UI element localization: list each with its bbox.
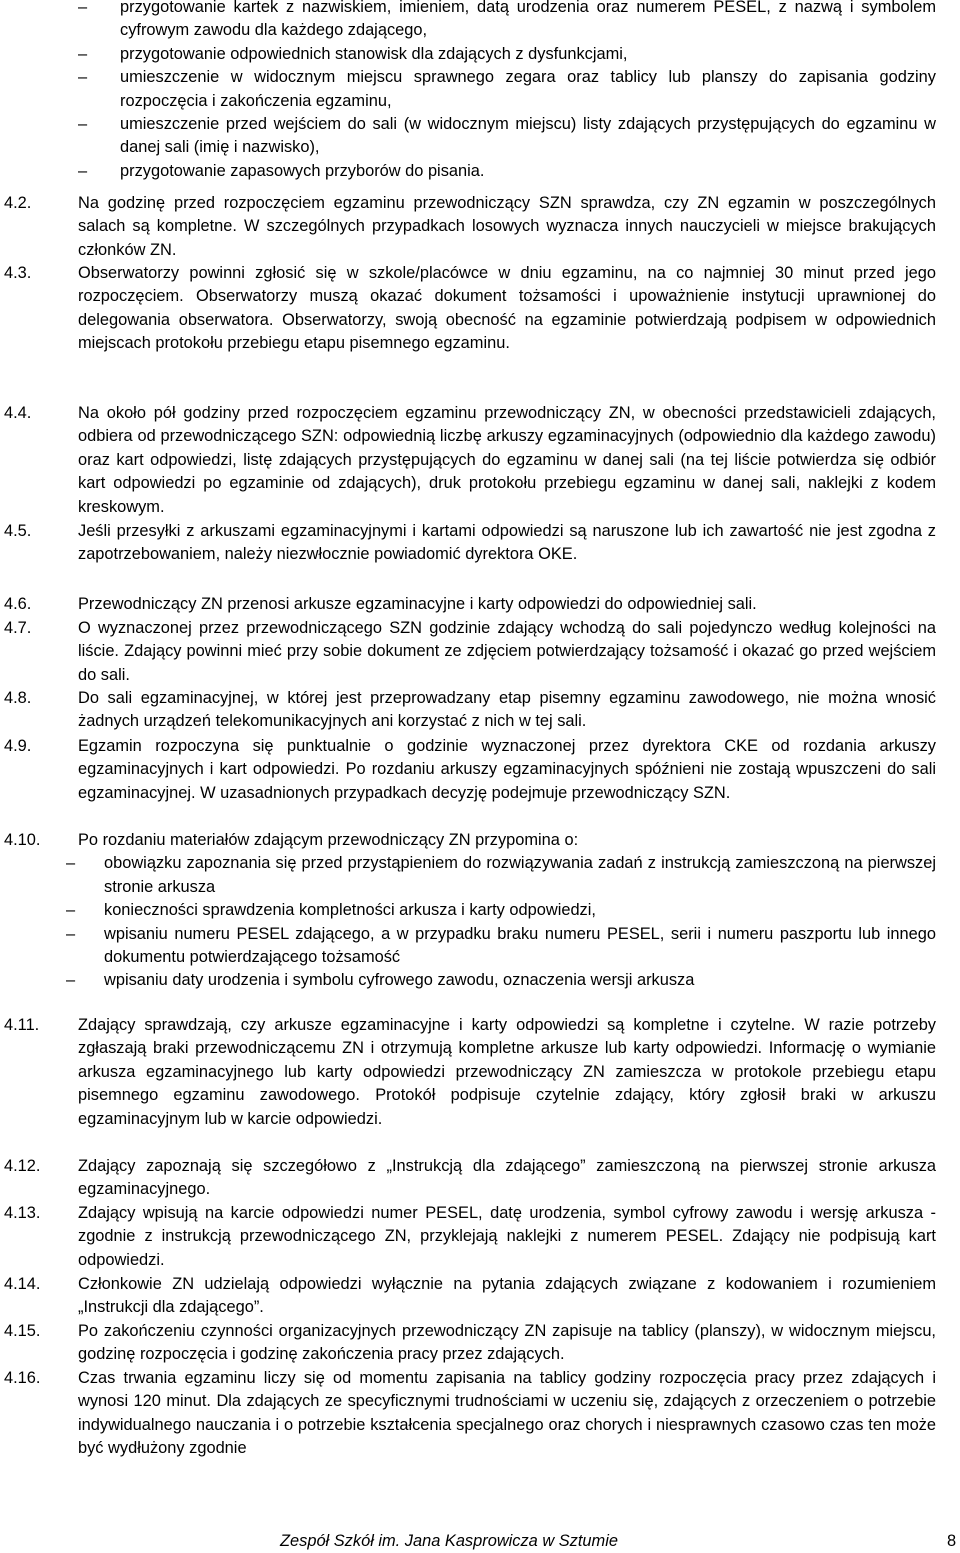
section-text: Członkowie ZN udzielają odpowiedzi wyłącznie na pytania zdających związane z kodowaniem i rozumieniem „Instrukcji dla zdającego”. bbox=[78, 1275, 936, 1317]
section-text: Zdający zapoznają się szczegółowo z „Instrukcją dla zdającego” zamieszczoną na pierwszej stronie arkusza egzaminacyjnego. bbox=[78, 1157, 936, 1199]
list-item bbox=[66, 969, 936, 992]
section-text: Przewodniczący ZN przenosi arkusze egzaminacyjne i karty odpowiedzi do odpowiedniej sali. bbox=[78, 595, 757, 613]
dash-bullet: – bbox=[66, 924, 76, 943]
section-4-9 bbox=[0, 735, 960, 805]
section-number: 4.12. bbox=[4, 1157, 41, 1175]
list-item-text: przygotowanie zapasowych przyborów do pisania. bbox=[120, 161, 485, 180]
section-4-16 bbox=[0, 1367, 960, 1461]
section-number: 4.8. bbox=[4, 689, 32, 707]
section-number: 4.9. bbox=[4, 737, 32, 755]
section-4-7 bbox=[0, 617, 960, 687]
list-item-text: konieczności sprawdzenia kompletności arkusza i karty odpowiedzi, bbox=[104, 901, 596, 920]
list-item bbox=[66, 852, 936, 899]
list-item-text: obowiązku zapoznania się przed przystąpieniem do rozwiązywania zadań z instrukcją zamieszczoną na pierwszej stronie arkusza bbox=[104, 854, 936, 896]
section-4-5 bbox=[0, 520, 960, 567]
section-number: 4.4. bbox=[4, 404, 32, 422]
section-number: 4.11. bbox=[4, 1016, 40, 1034]
section-text: Czas trwania egzaminu liczy się od momentu zapisania na tablicy godziny rozpoczęcia pracy przez zdających i wynosi 120 minut. Dla zdających ze specyficznymi trudnościami w uczeniu się, zdających z orzeczeniem o potrzebie indywidualnego nauczania i o potrzebie kształcenia specjalnego oraz chorych i niesprawnych czasowo czas ten może być wydłużony zgodnie bbox=[78, 1369, 936, 1458]
section-number: 4.2. bbox=[4, 194, 32, 212]
list-item bbox=[78, 113, 936, 160]
section-4-11 bbox=[0, 1014, 960, 1131]
section-4-4 bbox=[0, 402, 960, 519]
footer-school-name: Zespół Szkół im. Jana Kasprowicza w Sztumie bbox=[280, 1532, 618, 1550]
reminder-list bbox=[66, 852, 936, 992]
section-text: Po zakończeniu czynności organizacyjnych przewodniczący ZN zapisuje na tablicy (planszy), w widocznym miejscu, godzinę rozpoczęcia i godzinę zakończenia pracy przez zdających. bbox=[78, 1322, 936, 1364]
section-number: 4.3. bbox=[4, 264, 32, 282]
section-text: Zdający wpisują na karcie odpowiedzi numer PESEL, datę urodzenia, symbol cyfrowy zawodu i wersję arkusza - zgodnie z instrukcją przewodniczącego ZN, przyklejają naklejki z numerem PESEL. Zdający nie podpisują kart odpowiedzi. bbox=[78, 1204, 936, 1269]
list-item bbox=[78, 43, 936, 66]
list-item bbox=[78, 0, 936, 43]
dash-bullet: – bbox=[78, 115, 88, 134]
section-text: O wyznaczonej przez przewodniczącego SZN godzinie zdający wchodzą do sali pojedynczo według kolejności na liście. Zdający powinni mieć przy sobie dokument ze zdjęciem potwierdzający tożsamość i okazać go przed wejściem do sali. bbox=[78, 619, 936, 684]
list-item bbox=[78, 160, 936, 183]
section-text: Jeśli przesyłki z arkuszami egzaminacyjnymi i kartami odpowiedzi są naruszone lub ich zawartość nie jest zgodna z zapotrzebowaniem, należy niezwłocznie powiadomić dyrektora OKE. bbox=[78, 522, 936, 564]
section-number: 4.13. bbox=[4, 1204, 41, 1222]
section-4-10 bbox=[0, 829, 960, 993]
dash-bullet: – bbox=[66, 971, 76, 990]
page-number: 8 bbox=[947, 1532, 957, 1550]
section-4-15 bbox=[0, 1320, 960, 1367]
dash-bullet: – bbox=[78, 44, 88, 63]
dash-bullet: – bbox=[78, 0, 88, 16]
list-item bbox=[78, 66, 936, 113]
list-item-text: wpisaniu numeru PESEL zdającego, a w przypadku braku numeru PESEL, serii i numeru paszportu lub innego dokumentu potwierdzającego tożsamość bbox=[104, 924, 936, 967]
section-text: Obserwatorzy powinni zgłosić się w szkole/placówce w dniu egzaminu, na co najmniej 30 minut przed jego rozpoczęciem. Obserwatorzy muszą okazać dokument tożsamości i upoważnienie instytucji uprawnionej do delegowania obserwatora. Obserwatorzy, swoją obecność na egzaminie potwierdzają podpisem w odpowiednich miejscach protokołu przebiegu etapu pisemnego egzaminu. bbox=[78, 264, 936, 353]
list-item bbox=[66, 923, 936, 970]
section-number: 4.5. bbox=[4, 522, 32, 540]
list-item-text: wpisaniu daty urodzenia i symbolu cyfrowego zawodu, oznaczenia wersji arkusza bbox=[104, 971, 695, 990]
section-4-12 bbox=[0, 1155, 960, 1202]
list-item-text: przygotowanie kartek z nazwiskiem, imieniem, datą urodzenia oraz numerem PESEL, z nazwą i symbolem cyfrowym zawodu dla każdego zdającego, bbox=[120, 0, 936, 40]
section-4-6 bbox=[0, 593, 960, 616]
section-text: Na około pół godziny przed rozpoczęciem egzaminu przewodniczący ZN, w obecności przedstawicieli zdających, odbiera od przewodniczącego SZN: odpowiednią liczbę arkuszy egzaminacyjnych (odpowiednio dla każdego zawodu) oraz kart odpowiedzi, listę zdających przystępujących do egzaminu w danej sali (na tej liście potwierdza się odbiór kart odpowiedzi po egzaminie od zdających), druk protokołu przebiegu egzaminu w danej sali, naklejki z kodem kreskowym. bbox=[78, 404, 936, 516]
dash-bullet: – bbox=[78, 68, 88, 87]
section-number: 4.15. bbox=[4, 1322, 41, 1340]
section-4-8 bbox=[0, 687, 960, 734]
section-text: Egzamin rozpoczyna się punktualnie o godzinie wyznaczonej przez dyrektora CKE od rozdania arkuszy egzaminacyjnych i kart odpowiedzi. Po rozdaniu arkuszy egzaminacyjnych spóźnieni nie zostają wpuszczeni do sali egzaminacyjnej. W uzasadnionych przypadkach decyzję podejmuje przewodniczący SZN. bbox=[78, 737, 936, 802]
section-text: Po rozdaniu materiałów zdającym przewodniczący ZN przypomina o: bbox=[78, 831, 579, 849]
section-text: Do sali egzaminacyjnej, w której jest przeprowadzany etap pisemny egzaminu zawodowego, nie można wnosić żadnych urządzeń telekomunikacyjnych ani korzystać z nich w tej sali. bbox=[78, 689, 936, 731]
list-item-text: umieszczenie w widocznym miejscu sprawnego zegara oraz tablicy lub planszy do zapisania godziny rozpoczęcia i zakończenia egzaminu, bbox=[120, 68, 936, 110]
list-item bbox=[66, 899, 936, 922]
top-dash-list bbox=[78, 0, 936, 183]
list-item-text: przygotowanie odpowiednich stanowisk dla zdających z dysfunkcjami, bbox=[120, 44, 628, 63]
section-number: 4.16. bbox=[4, 1369, 41, 1387]
section-number: 4.14. bbox=[4, 1275, 41, 1293]
dash-bullet: – bbox=[66, 854, 76, 873]
section-4-3 bbox=[0, 262, 960, 356]
section-4-14 bbox=[0, 1273, 960, 1320]
section-4-2 bbox=[0, 192, 960, 262]
section-number: 4.6. bbox=[4, 595, 32, 613]
dash-bullet: – bbox=[78, 161, 88, 180]
section-4-13 bbox=[0, 1202, 960, 1272]
section-text: Zdający sprawdzają, czy arkusze egzaminacyjne i karty odpowiedzi są kompletne i czytelne. W razie potrzeby zgłaszają braki przewodniczącemu ZN i otrzymują kompletne arkusze lub karty odpowiedzi. Informację o wymianie arkusza egzaminacyjnego lub karty odpowiedzi przewodniczący ZN zamieszcza w protokole przebiegu etapu pisemnego egzaminu zawodowego. Protokół podpisuje czytelnie zdający, który zgłosił braki w arkuszu egzaminacyjnym lub w karcie odpowiedzi. bbox=[78, 1016, 936, 1128]
section-number: 4.7. bbox=[4, 619, 32, 637]
section-number: 4.10. bbox=[4, 831, 41, 849]
list-item-text: umieszczenie przed wejściem do sali (w widocznym miejscu) listy zdających przystępujących do egzaminu w danej sali (imię i nazwisko), bbox=[120, 115, 936, 157]
section-text: Na godzinę przed rozpoczęciem egzaminu przewodniczący SZN sprawdza, czy ZN egzamin w poszczególnych salach są kompletne. W szczególnych przypadkach losowych wyznacza innych nauczycieli w miejsce brakujących członków ZN. bbox=[78, 194, 936, 259]
dash-bullet: – bbox=[66, 901, 76, 920]
